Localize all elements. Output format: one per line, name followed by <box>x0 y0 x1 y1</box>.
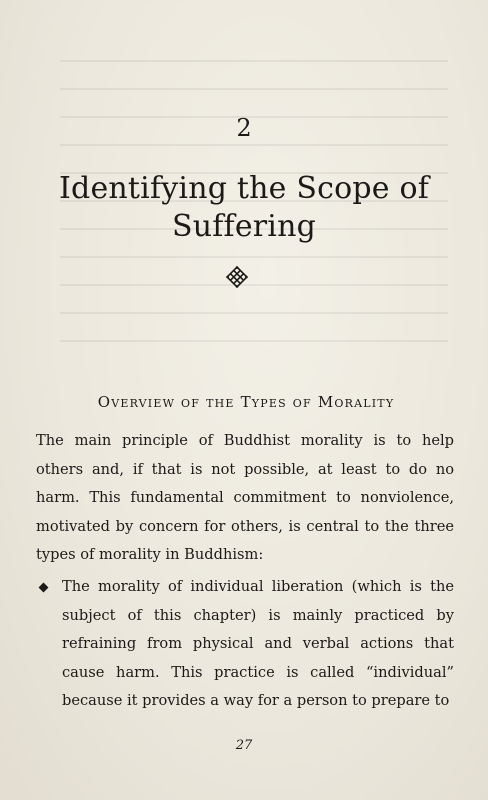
chapter-number: 2 <box>236 114 252 142</box>
diamond-bullet-icon <box>39 583 49 593</box>
intro-paragraph: The main principle of Buddhist morality is to help others and, if that is not possible, at least to do no harm. This fundamental commitment to nonviolence, motivated by concern for others, is central to the three types of morality in Buddhism: <box>36 432 454 563</box>
endless-knot-icon <box>226 266 248 288</box>
list-item <box>36 573 454 716</box>
list-item-text: The morality of individual liberation (which is the subject of this chapter) is mainly practiced by refraining from physical and verbal actions that cause harm. This practice is called “individual” because it provides a way for a person to prepare to <box>62 578 454 709</box>
chapter-title: Identifying the Scope of Suffering <box>58 171 430 244</box>
morality-types-list <box>36 573 454 716</box>
page-number: 27 <box>235 738 253 753</box>
section-heading: Overview of the Types of Morality <box>97 393 395 411</box>
